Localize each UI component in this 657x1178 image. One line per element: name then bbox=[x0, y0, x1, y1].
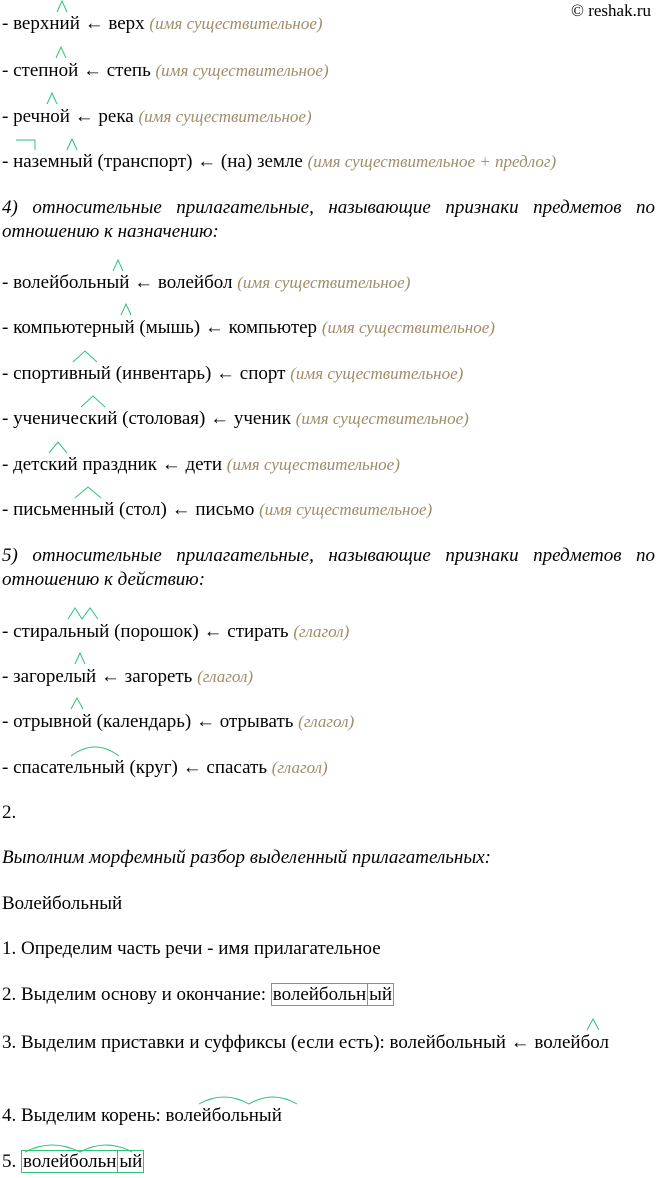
derivation-text: - компьютерный (мышь) ← компьютер bbox=[2, 317, 318, 338]
word-ending: ый bbox=[119, 1151, 143, 1172]
step-5 bbox=[2, 1150, 144, 1174]
part-of-speech-note: (имя существительное) bbox=[237, 273, 411, 292]
list-item bbox=[2, 665, 253, 689]
part-of-speech-note: (имя существительное) bbox=[259, 500, 433, 519]
suffix-mark bbox=[120, 303, 132, 317]
derivation-text: - волейбольный ← волейбол bbox=[2, 272, 233, 293]
part-of-speech-note: (имя существительное) bbox=[155, 61, 329, 80]
step-2 bbox=[2, 983, 394, 1007]
list-item bbox=[2, 271, 410, 295]
derivation-text: - загорелый ← загореть bbox=[2, 666, 193, 687]
word-stem: волейбольн bbox=[272, 984, 367, 1005]
derivation-text: - наземный (транспорт) ← (на) земле bbox=[2, 151, 303, 172]
step-label: 5. bbox=[2, 1151, 17, 1172]
list-item bbox=[2, 150, 556, 174]
list-item bbox=[2, 105, 312, 129]
derivation-text: - спортивный (инвентарь) ← спорт bbox=[2, 363, 286, 384]
part-of-speech-note: (имя существительное) bbox=[290, 364, 464, 383]
list-item bbox=[2, 316, 495, 340]
part-of-speech-note: (глагол) bbox=[298, 712, 355, 731]
suffix-mark bbox=[74, 652, 86, 666]
word-root: волейбольный bbox=[165, 1105, 282, 1126]
list-item bbox=[2, 453, 400, 477]
derivation-text: - степной ← степь bbox=[2, 60, 151, 81]
list-item bbox=[2, 407, 469, 431]
watermark: © reshak.ru bbox=[571, 1, 651, 20]
list-item bbox=[2, 620, 349, 644]
part-of-speech-note: (имя существительное) bbox=[295, 409, 469, 428]
suffix-mark bbox=[46, 92, 58, 106]
derivation-text: - верхний ← верх bbox=[2, 13, 145, 34]
part-of-speech-note: (имя существительное + предлог) bbox=[307, 152, 557, 171]
step-4 bbox=[2, 1104, 282, 1128]
step-3: 3. Выделим приставки и суффиксы (если есть): волейбольный ← волейбол bbox=[2, 1032, 609, 1053]
suffix-mark bbox=[70, 697, 84, 711]
part-of-speech-note: (имя существительное) bbox=[149, 14, 323, 33]
list-item bbox=[2, 710, 354, 734]
section-heading: 4) относительные прилагательные, называющие признаки предметов по отношению к назначению: bbox=[2, 197, 655, 242]
list-item bbox=[2, 59, 329, 83]
part-of-speech-note: (глагол) bbox=[271, 758, 328, 777]
step-label: 4. Выделим корень: bbox=[2, 1105, 161, 1126]
suffix-mark bbox=[55, 46, 67, 60]
list-item bbox=[2, 756, 328, 780]
list-item bbox=[2, 362, 463, 386]
list-item bbox=[2, 12, 323, 36]
list-item bbox=[2, 498, 432, 522]
derivation-text: - отрывной (календарь) ← отрывать bbox=[2, 711, 294, 732]
derivation-text: - стиральный (порошок) ← стирать bbox=[2, 621, 289, 642]
step-1: 1. Определим часть речи - имя прилагательное bbox=[2, 938, 381, 959]
derivation-text: - ученический (столовая) ← ученик bbox=[2, 408, 291, 429]
part-of-speech-note: (глагол) bbox=[197, 667, 254, 686]
derivation-text: - письменный (стол) ← письмо bbox=[2, 499, 255, 520]
part-of-speech-note: (имя существительное) bbox=[138, 107, 312, 126]
suffix-mark bbox=[67, 607, 101, 621]
section-heading: 5) относительные прилагательные, называющие признаки предметов по отношению к действию: bbox=[2, 545, 655, 590]
task-intro: Выполним морфемный разбор выделенный прилагательных: bbox=[2, 847, 491, 868]
derivation-text: - речной ← река bbox=[2, 106, 134, 127]
word-ending: ый bbox=[369, 984, 393, 1005]
task-number: 2. bbox=[2, 802, 17, 823]
step-label: 2. Выделим основу и окончание: bbox=[2, 984, 266, 1005]
derivation-text: - спасательный (круг) ← спасать bbox=[2, 757, 267, 778]
analyzed-word: Волейбольный bbox=[2, 893, 123, 914]
part-of-speech-note: (имя существительное) bbox=[226, 455, 400, 474]
word-stem: волейбольн bbox=[23, 1151, 117, 1172]
part-of-speech-note: (глагол) bbox=[293, 622, 350, 641]
derivation-text: - детский праздник ← дети bbox=[2, 454, 223, 475]
part-of-speech-note: (имя существительное) bbox=[321, 318, 495, 337]
